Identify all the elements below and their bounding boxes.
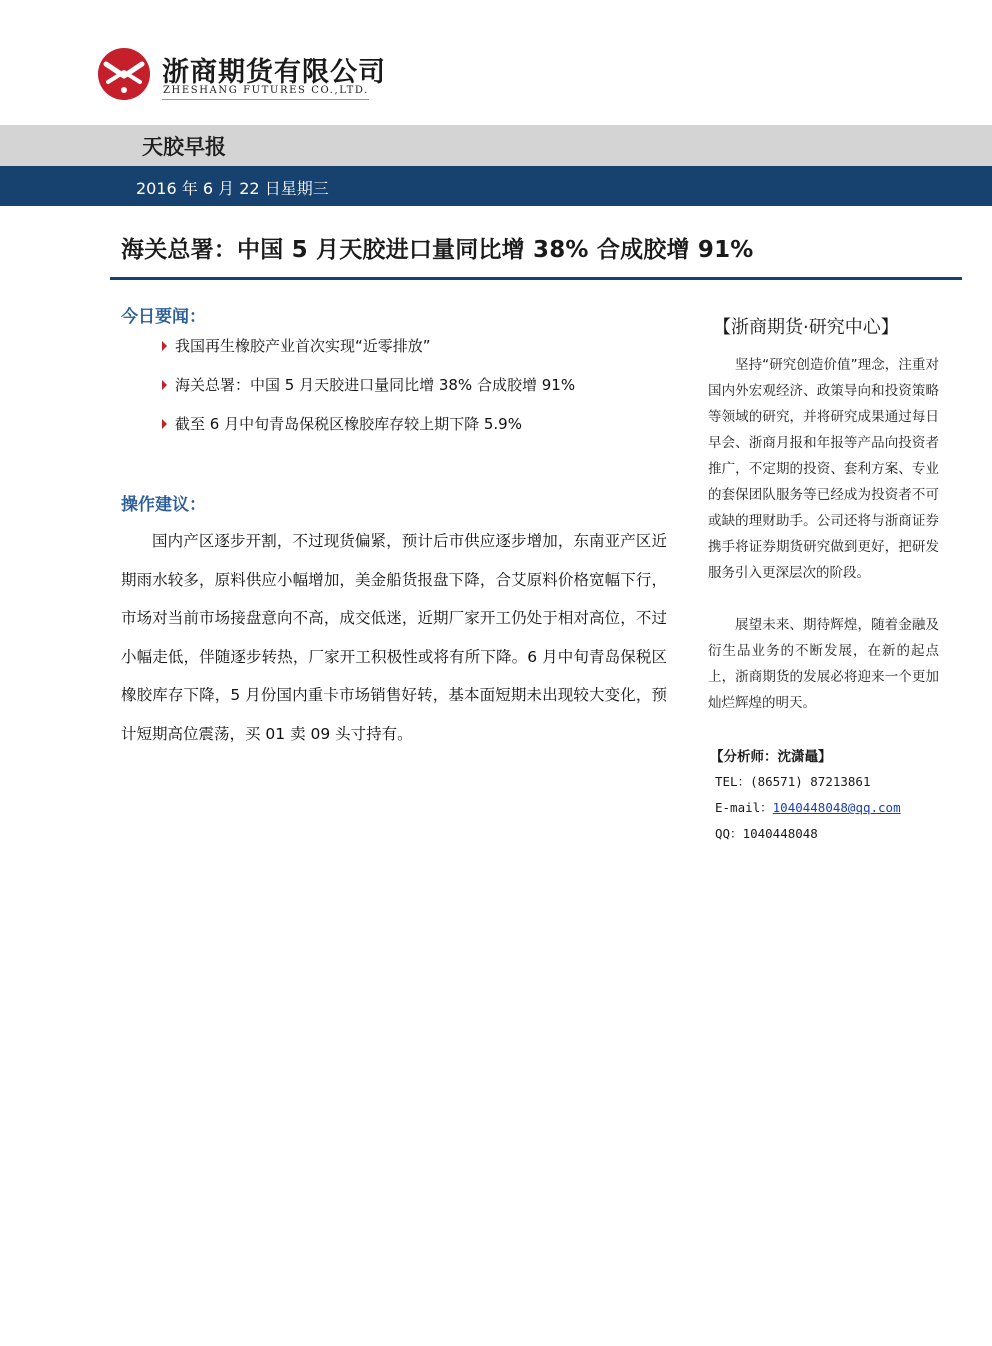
qq-value: 1040448048 <box>742 826 818 841</box>
advice-paragraph: 国内产区逐步开割，不过现货偏紧，预计后市供应逐步增加，东南亚产区近期雨水较多，原料供应小幅增加，美金船货报盘下降，合艾原料价格宽幅下行，市场对当前市场接盘意向不高，成交低迷，近期厂家开工仍处于相对高位，不过小幅走低，伴随逐步转热，厂家开工积极性或将有所下降。6 月中旬青岛保税区橡胶库存下降，5 月份国内重卡市场销售好转，基本面短期未出现较大变化，预计短期高位震荡，买 01 卖 09 头寸持有。 <box>121 532 667 743</box>
email-label: E-mail： <box>715 800 773 815</box>
company-name-cn: 浙商期货有限公司 <box>162 57 386 88</box>
company-underline <box>162 99 369 100</box>
research-center-para1: 坚持“研究创造价值”理念，注重对国内外宏观经济、政策导向和投资策略等领域的研究，并将研究成果通过每日早会、浙商月报和年报等产品向投资者推广，不定期的投资、套利方案、专业的套保团队服务等已经成为投资者不可或缺的理财助手。公司还将与浙商证券携手将证券期货研究做到更好，把研发服务引入更深层次的阶段。 <box>708 357 939 581</box>
contact-tel <box>715 772 871 790</box>
headline: 海关总署：中国 5 月天胶进口量同比增 38% 合成胶增 91% <box>121 237 754 263</box>
headline-divider <box>110 277 962 280</box>
bullet-triangle-icon <box>162 341 167 351</box>
bullet-triangle-icon <box>162 380 167 390</box>
company-logo-icon <box>96 46 156 102</box>
analyst-label: 【分析师：沈潇鼂】 <box>710 749 832 765</box>
news-item <box>162 374 575 395</box>
report-name: 天胶早报 <box>142 135 226 159</box>
news-item-text: 截至 6 月中旬青岛保税区橡胶库存较上期下降 5.9% <box>175 415 522 433</box>
qq-label: QQ： <box>715 826 743 841</box>
news-item <box>162 335 431 356</box>
bullet-triangle-icon <box>162 419 167 429</box>
news-section-title: 今日要闻： <box>121 307 206 327</box>
tel-value: (86571) 87213861 <box>750 774 871 789</box>
advice-section-title: 操作建议： <box>121 495 206 515</box>
news-item <box>162 413 522 434</box>
research-center-title: 【浙商期货·研究中心】 <box>713 317 899 338</box>
news-item-text: 海关总署：中国 5 月天胶进口量同比增 38% 合成胶增 91% <box>175 376 576 394</box>
contact-qq <box>715 824 818 842</box>
research-center-para2: 展望未来、期待辉煌，随着金融及衍生品业务的不断发展，在新的起点上，浙商期货的发展必将迎来一个更加灿烂辉煌的明天。 <box>708 617 939 711</box>
news-item-text: 我国再生橡胶产业首次实现“近零排放” <box>175 337 431 355</box>
contact-email <box>715 798 901 816</box>
report-date: 2016 年 6 月 22 日星期三 <box>136 179 329 198</box>
tel-label: TEL： <box>715 774 751 789</box>
email-link[interactable]: 1040448048@qq.com <box>772 800 901 815</box>
company-name-en: ZHESHANG FUTURES CO.,LTD. <box>163 85 369 96</box>
